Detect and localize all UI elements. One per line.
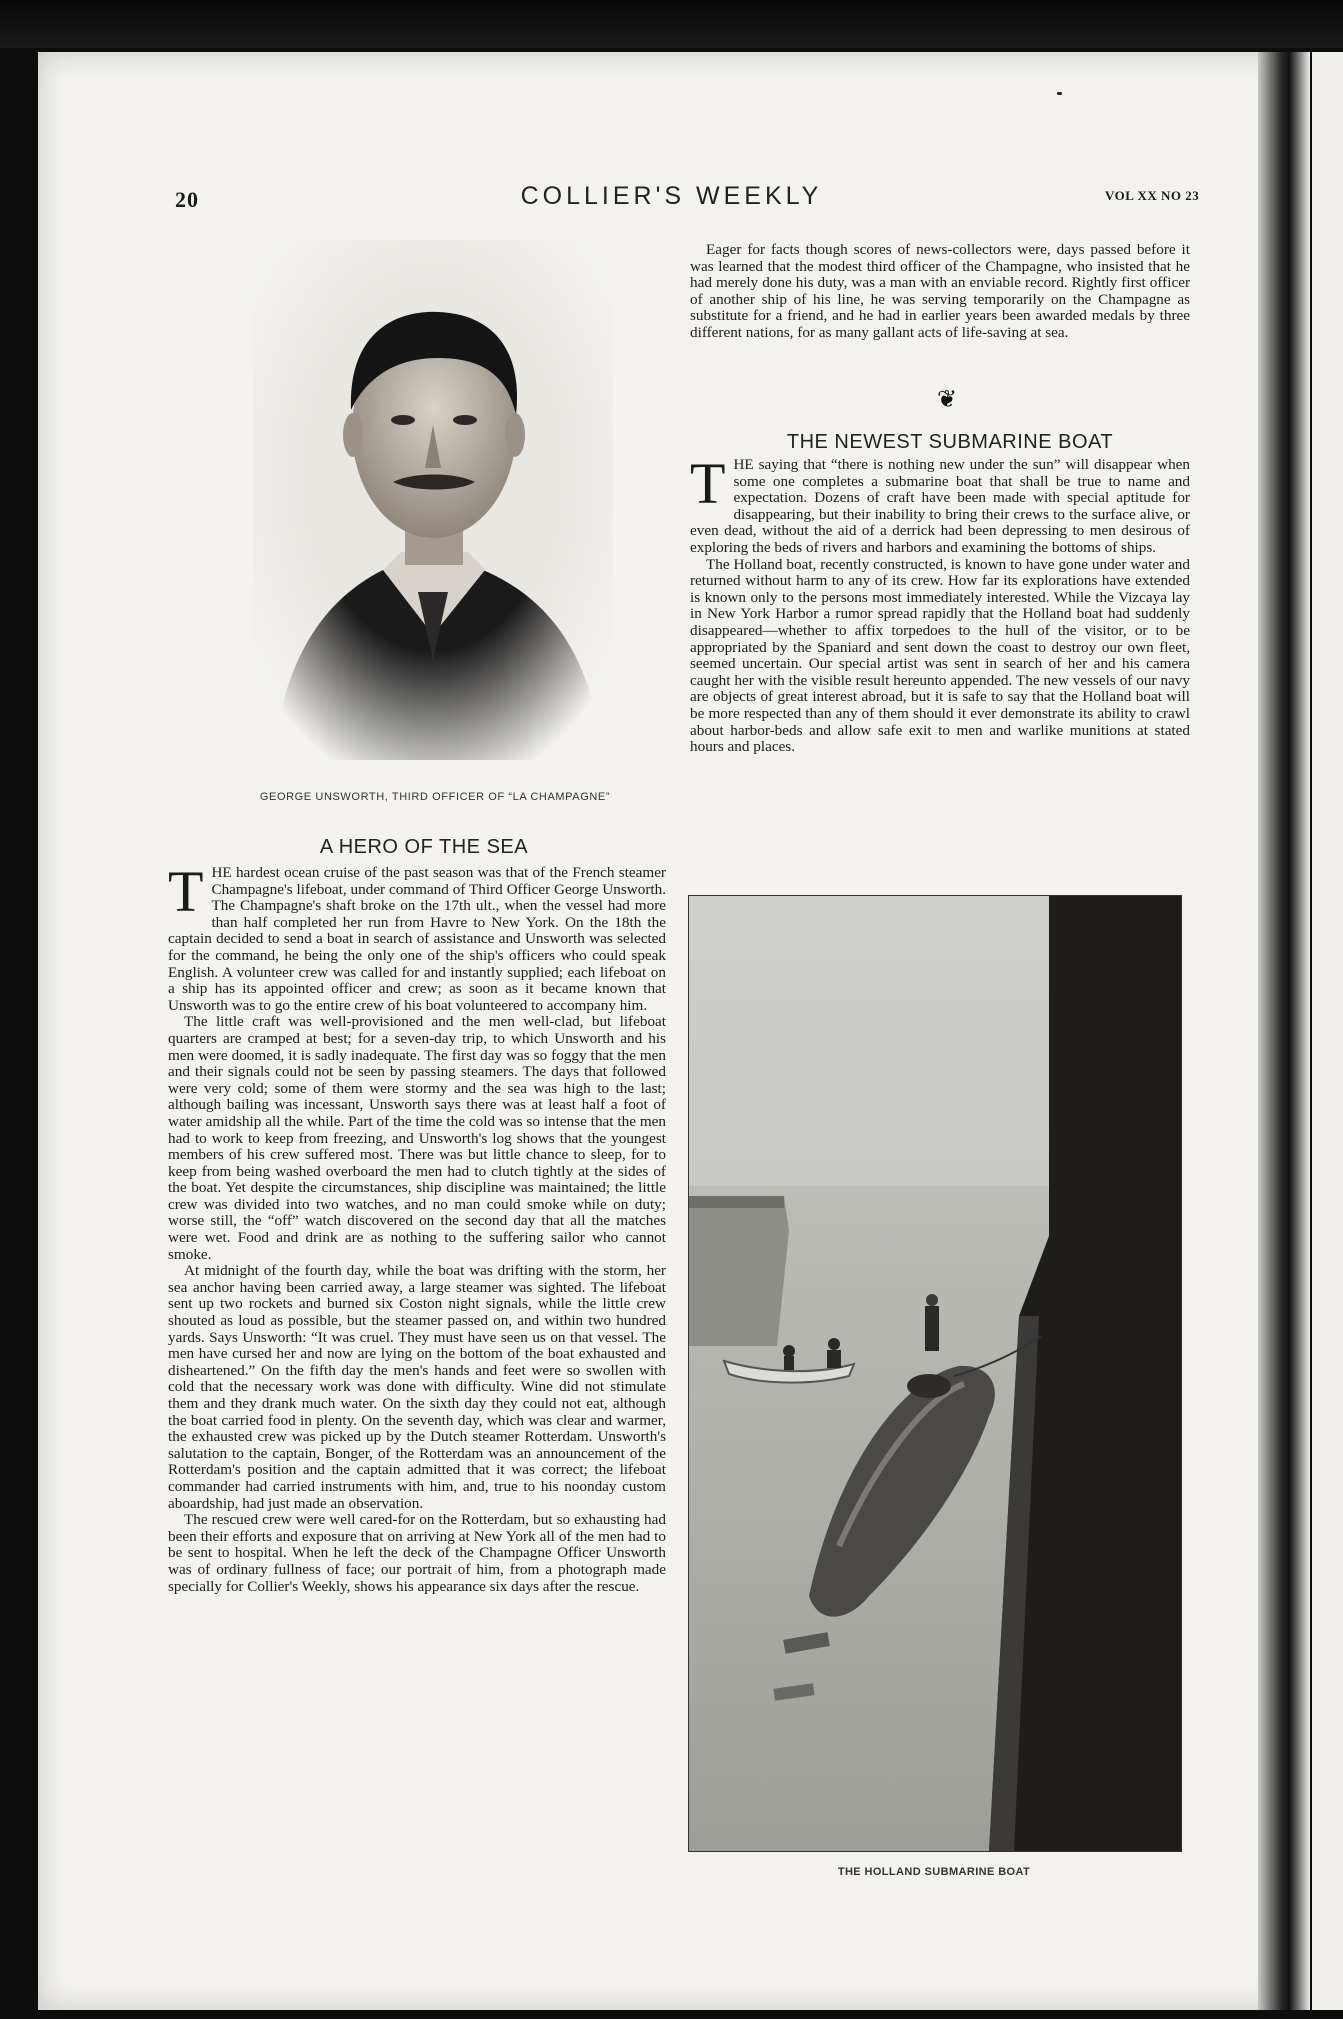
article-paragraph: The rescued crew were well cared-for on the Rotterdam, but so exhausting had been their efforts and exposure that on arriving at New York all of the men had to be sent to hospital. When he left the deck of the Champagne Officer Unsworth was of ordinary fullness of face; our portrait of him, from a photograph made specially for Collier's Weekly, shows his appearance six days after the rescue. bbox=[168, 1511, 666, 1595]
article-paragraph: The Holland boat, recently constructed, is known to have gone under water and returned without harm to any of its crew. How far its explorations have extended is known only to the persons most immediately interested. While the Vizcaya lay in New York Harbor a rumor spread rapidly that the Holland boat had suddenly disappeared—whether to affix torpedoes to the hull of the visitor, or to be appropriated by the Spaniard and sent down the coast to destroy our own fleet, seemed uncertain. Our special artist was sent in search of her and his camera caught her with the visible result hereunto appended. The new vessels of our navy are objects of great interest abroad, but it is safe to say that the Holland boat will be more respected than any of them should it ever demonstrate its ability to crawl about harbor-beds and allow safe exit to men and warlike munitions at stated hours and places. bbox=[690, 555, 1190, 756]
article-paragraph: At midnight of the fourth day, while the boat was drifting with the storm, her sea anchor having been carried away, a large steamer was sighted. The lifeboat sent up two rockets and burned six Coston night signals, while the little crew shouted as loud as possible, but the steamer passed on, and within two hundred yards. Says Unsworth: “It was cruel. They must have seen us on that vessel. The men have cursed her and now are lying on the bottom of the boat exhausted and disheartened.” On the fifth day the men's hands and feet were so swollen with cold that the necessary work was done with difficulty. Wine did not stimulate them and they drank much water. On the sixth day they could not eat, although the boat carried food in plenty. On the seventh day, which was clear and warmer, the exhausted crew was picked up by the Dutch steamer Rotterdam. Unsworth's salutation to the captain, Bonger, of the Rotterdam was an announcement of the Rotterdam's position and the captain admitted that it was correct; the lifeboat commander had carried instruments with him, and, true to his noonday custom aboardship, had just made an observation. bbox=[168, 1262, 666, 1512]
scan-speck bbox=[1057, 92, 1062, 95]
submarine-article-title: THE NEWEST SUBMARINE BOAT bbox=[786, 431, 1114, 453]
article-paragraph: THE saying that “there is nothing new under the sun” will disappear when some one completes a submarine boat that shall be true to name and expectation. Dozens of craft have been made with special aptitude for disappearing, but their inability to bring their crews to the surface alive, or even dead, without the aid of a derrick had been depressing to men desirous of exploring the beds of rivers and harbors and examining the bottoms of ships. bbox=[690, 451, 1190, 556]
scan-border-top bbox=[0, 0, 1343, 48]
drop-cap: T bbox=[690, 451, 726, 516]
ornament-icon: ❦ bbox=[937, 387, 958, 413]
volume-issue: VOL XX NO 23 bbox=[1105, 188, 1200, 203]
intro-paragraph bbox=[690, 242, 1190, 342]
submarine-photo bbox=[688, 895, 1182, 1852]
hero-article-title: A HERO OF THE SEA bbox=[319, 836, 529, 858]
facing-page-edge bbox=[1312, 52, 1343, 2010]
submarine-article-body bbox=[690, 451, 1190, 756]
article-paragraph: THE hardest ocean cruise of the past season was that of the French steamer Champagne's lifeboat, under command of Third Officer George Unsworth. The Champagne's shaft broke on the 17th ult., when the vessel had more than half completed her run from Havre to New York. On the 18th the captain decided to send a boat in search of assistance and Unsworth was selected for the command, he being the only one of the ship's officers who could speak English. A volunteer crew was called for and instantly supplied; each lifeboat on a ship has its appointed officer and crew; as soon as it became known that Unsworth was to go the entire crew of his boat volunteered to accompany him. bbox=[168, 859, 666, 1014]
intro-paragraph-text: Eager for facts though scores of news-collectors were, days passed before it was learned that the modest third officer of the Champagne, who insisted that he had merely done his duty, was a man with an enviable record. Rightly first officer of another ship of his line, he was serving temporarily on the Champagne as substitute for a friend, and he had in earlier years been awarded medals by three different nations, for as many gallant acts of life-saving at sea. bbox=[690, 241, 1190, 341]
page-number: 20 bbox=[175, 187, 199, 212]
page-gutter bbox=[1258, 52, 1310, 2010]
hero-article-body bbox=[168, 859, 666, 1595]
portrait-photo bbox=[253, 240, 613, 760]
drop-cap: T bbox=[168, 859, 204, 924]
portrait-caption: GEORGE UNSWORTH, THIRD OFFICER OF “LA CHAMPAGNE” bbox=[259, 791, 611, 803]
masthead: COLLIER'S WEEKLY bbox=[520, 182, 823, 210]
article-paragraph: The little craft was well-provisioned and the men well-clad, but lifeboat quarters are cramped at best; for a seven-day trip, to which Unsworth and his men were doomed, it is sadly inadequate. The first day was so foggy that the men and their signals could not be seen by passing steamers. The days that followed were very cold; some of them were stormy and the sea was high to the last; although bailing was incessant, Unsworth says there was at least half a foot of water amidship all the while. Part of the time the cold was so intense that the men had to work to keep from freezing, and Unsworth's log shows that the youngest members of his crew suffered most. There was but little chance to sleep, for to keep from being washed overboard the men had to clutch tightly at the sides of the boat. Yet despite the circumstances, ship discipline was maintained; the little crew was divided into two watches, and no man could smoke while on duty; worse still, the “off” watch discovered on the second day that all the matches were wet. Food and drink are as nothing to the suffering sailor who cannot smoke. bbox=[168, 1013, 666, 1263]
submarine-photo-caption: THE HOLLAND SUBMARINE BOAT bbox=[837, 1866, 1031, 1878]
